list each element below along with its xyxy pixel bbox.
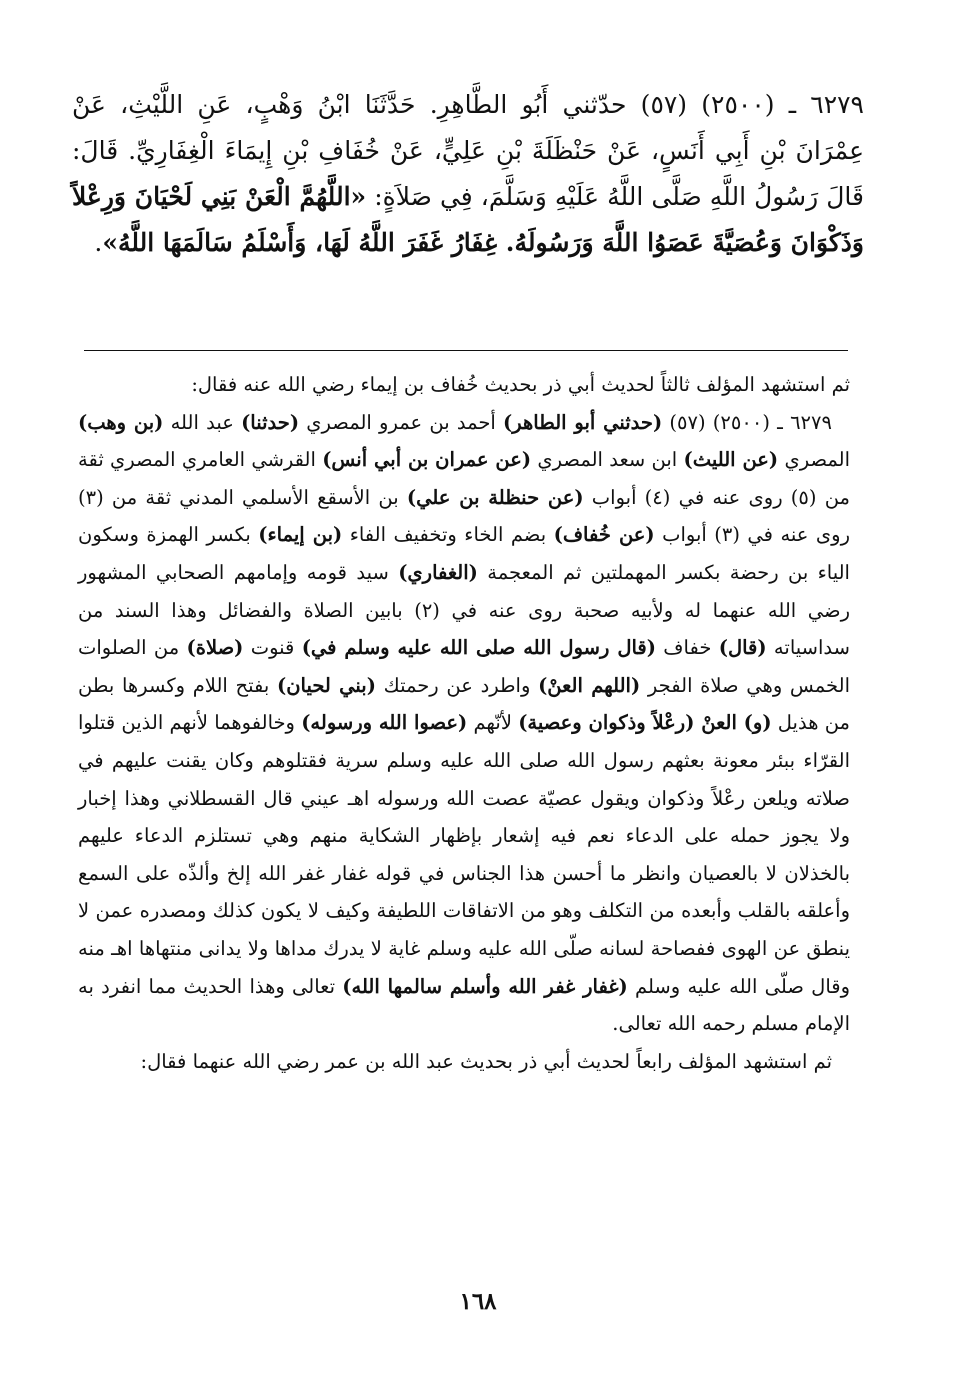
- commentary-bold-term: (عن الليث): [683, 448, 779, 472]
- commentary-bold-term: (بن إيماء): [258, 523, 343, 547]
- commentary-bold-term: (بني لحيان): [276, 673, 376, 697]
- commentary-text: بفتح اللام وكسرها بطن من هذيل: [78, 673, 850, 735]
- commentary-bold-term: (عن حنظلة بن علي): [406, 485, 584, 509]
- commentary-text: خفاف: [655, 636, 719, 660]
- commentary-text: بكسر الهمزة وسكون الياء بن رحضة بكسر المهملتين ثم المعجمة: [78, 523, 850, 584]
- commentary-text: ابن سعد المصري: [531, 448, 684, 472]
- commentary-bold-term: (قال): [718, 636, 767, 660]
- hadith-end: .: [94, 228, 103, 257]
- commentary-bold-term: (حدثني أبو الطاهر): [503, 410, 663, 434]
- commentary-text: قنوت: [243, 636, 302, 660]
- commentary-text: ٦٢٧٩ ـ (٢٥٠٠) (٥٧): [662, 410, 832, 434]
- commentary-intro: ثم استشهد المؤلف ثالثاً لحديث أبي ذر بحديث خُفاف بن إيماء رضي الله عنه فقال:: [191, 373, 850, 396]
- commentary-text: المصري: [778, 448, 851, 472]
- page-number: ١٦٨: [459, 1288, 497, 1315]
- commentary-body: [78, 404, 850, 1043]
- commentary-text: القرشي العامري المصري ثقة من (٥) روى عنه في (٤) أبواب: [78, 448, 850, 509]
- commentary-bold-term: (حدثنا): [241, 410, 300, 434]
- commentary-text: عبد الله: [163, 410, 242, 434]
- commentary-bold-term: (الغفاري): [398, 560, 478, 584]
- commentary-bold-term: (قال رسول الله صلى الله عليه وسلم في): [301, 636, 656, 660]
- commentary-section: [78, 366, 850, 1080]
- commentary-bold-term: (اللهم العنْ): [538, 673, 641, 697]
- commentary-text: من الصلوات الخمس وهي صلاة الفجر: [78, 636, 851, 697]
- hadith-text: [72, 82, 864, 266]
- commentary-bold-term: (غفار غفر الله وأسلم سالمها الله): [342, 974, 628, 998]
- commentary-bold-term: (و) العنْ (رعْلاً وذكوان وعصية): [518, 711, 772, 735]
- commentary-text: أحمد بن عمرو المصري: [299, 410, 504, 434]
- commentary-bold-term: (عن خُفاف): [553, 523, 655, 547]
- commentary-text: بضم الخاء وتخفيف الفاء: [342, 523, 554, 547]
- commentary-closing: ثم استشهد المؤلف رابعاً لحديث أبي ذر بحديث عبد الله بن عمر رضي الله عنهما فقال:: [140, 1049, 832, 1073]
- commentary-bold-term: (صلاة): [186, 636, 244, 660]
- hadith-intro: ٦٢٧٩ ـ (٢٥٠٠) (٥٧) حدّثني أَبُو الطَّاهِرِ. حَدَّثَنَا ابْنُ وَهْبٍ، عَنِ اللَّيْثِ، عَنْ عِمْرَانَ بْنِ أَبِي أَنَسٍ، عَنْ حَنْظَلَةَ بْنِ عَلِيٍّ، عَنْ خُفَافِ بْنِ إِيمَاءَ الْغِفَارِيِّ. قَالَ: قَالَ رَسُولُ اللَّهِ صَلَّى اللَّهُ عَلَيْهِ وَسَلَّمَ، فِي صَلاَةٍ:: [72, 90, 864, 211]
- commentary-text: سيد قومه وإمامهم الصحابي المشهور رضي الله عنهما له ولأبيه صحبة روى عنه في (٢) بابين الصلاة والفضائل وهذا السند من سداسياته: [78, 560, 850, 660]
- commentary-bold-term: (بن وهب): [78, 410, 164, 434]
- commentary-text: بن الأسقع الأسلمي المدني ثقة من (٣) روى عنه في (٣) أبواب: [78, 485, 850, 547]
- hadith-quote: «اللَّهُمَّ الْعَنْ بَنِي لَحْيَانَ وَرِعْلاً وَذَكْوَانَ وَعُصَيَّةَ عَصَوُا اللَّهَ وَرَسُولَهُ. غِفَارُ غَفَرَ اللَّهُ لَهَا، وَأَسْلَمُ سَالَمَهَا اللَّهُ»: [72, 182, 864, 257]
- commentary-bold-term: (عصوا الله ورسوله): [301, 711, 468, 735]
- footnote-divider: [84, 350, 848, 351]
- commentary-text: تعالى وهذا الحديث مما انفرد به الإمام مسلم رحمه الله تعالى.: [78, 974, 850, 1036]
- hadith-section: [72, 82, 864, 266]
- commentary-text: واطرد عن رحمتك: [375, 673, 539, 697]
- commentary-text: لأنّهم: [467, 711, 519, 735]
- commentary-bold-term: (عن عمران بن أبي أنس): [322, 448, 532, 472]
- commentary-text: وخالفوهما لأنهم الذين قتلوا القرّاء ببئر معونة بعثهم رسول الله صلى الله عليه وسلم سرية فقتلوهم وكان يقنت عليهم في صلاته ويلعن رعْلاً وذكوان ويقول عصيّة عصت الله ورسوله اهـ عيني قال القسطلاني وهذا إخبار ولا يجوز حمله على الدعاء نعم فيه إشعار بإظهار الشكاية منهم وهي تستلزم الدعاء عليهم بالخذلان لا بالعصيان وانظر ما أحسن هذا الجناس في قوله غفار غفر الله إلخ وألذّه على السمع وأعلقه بالقلب وأبعده من التكلف وهو من الاتفاقات اللطيفة وكيف لا يكون كذلك ومصدره عمن لا ينطق عن الهوى ففصاحة لسانه صلّى الله عليه وسلم غاية لا يدرك مداها ولا يدانى منتهاها اهـ منه وقال صلّى الله عليه وسلم: [78, 711, 850, 998]
